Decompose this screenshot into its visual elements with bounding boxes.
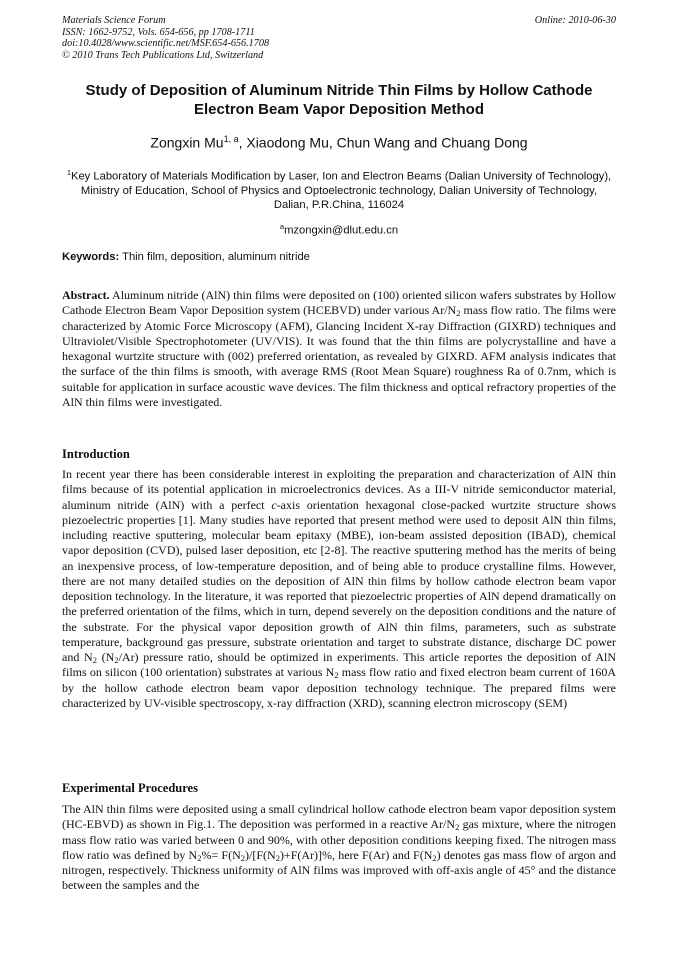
affiliation-text: Key Laboratory of Materials Modification by Laser, Ion and Electron Beams (Dalian University of Technology), Ministry of Education, School of Physics and Optoelectronic technology, Dalian University of Technology, Dalian, P.R.China, 116024 bbox=[71, 170, 612, 211]
abstract-label: Abstract. bbox=[62, 288, 110, 302]
author-1: Zongxin Mu bbox=[150, 134, 224, 151]
intro-text-3: (N bbox=[96, 650, 115, 664]
email-mark: a bbox=[279, 222, 285, 231]
keywords-text: Thin film, deposition, aluminum nitride bbox=[122, 251, 310, 263]
keywords-label: Keywords: bbox=[62, 251, 120, 263]
exp-text-6: ) denotes gas mass flow of argon and nitrogen, respectively. Thickness uniformity of AlN films was improved with off-axis angle of 45° and the distance between the samples and the bbox=[62, 847, 617, 893]
subscript: 2 bbox=[92, 655, 97, 665]
doi-line: doi:10.4028/www.scientific.net/MSF.654-656.1708 bbox=[62, 38, 270, 50]
exp-text-1: The AlN thin films were deposited using a small cylindrical hollow cathode electron beam vapor deposition system (HC-EBVD) as shown in Fig.1. The deposition was performed in a reactive Ar/N bbox=[62, 802, 616, 832]
corresponding-email bbox=[62, 220, 616, 238]
exp-text-3: %= F(N bbox=[201, 847, 241, 862]
subscript: 2 bbox=[114, 655, 119, 665]
exp-text-2: gas mixture, where the nitrogen mass flow ratio was varied between 0 and 90%, with other deposition conditions keeping fixed. The nitrogen mass flow ratio was defined by N bbox=[62, 817, 616, 862]
affiliation-mark: 1 bbox=[66, 168, 71, 177]
experimental-paragraph bbox=[62, 802, 616, 894]
abstract-text-2: mass flow ratio. The films were characterized by Atomic Force Microscopy (AFM), Glancing Incident X-ray Diffraction (GIXRD) techniques and Ultraviolet/Visible Spectrophotometer (UV/VIS). It was found that the thin films are polycrystalline and have a hexagonal wurtzite structure with (002) preferred orientation, as revealed by GIXRD. AFM analysis indicates that the surface of the thin films is smooth, with average RMS (Root Mean Square) roughness Ra of 0.7nm, which is suitable for application in surface acoustic wave devices. The film thickness and optical refractory properties of the AlN thin films were investigated. bbox=[62, 303, 616, 409]
introduction-paragraph bbox=[62, 467, 616, 711]
subscript: 2 bbox=[456, 308, 461, 319]
other-authors: , Xiaodong Mu, Chun Wang and Chuang Dong bbox=[238, 134, 528, 151]
exp-text-4: )/[F(N bbox=[245, 847, 276, 862]
intro-text-1: In recent year there has been considerable interest in exploiting the preparation and characterization of AlN thin films because of its potential application in microelectronics devices. As a III-V nitride semiconductor material, aluminum nitride (AlN) with a perfect bbox=[62, 467, 616, 512]
keywords bbox=[62, 250, 616, 264]
title-line-2: Electron Beam Vapor Deposition Method bbox=[193, 100, 485, 118]
journal-header bbox=[62, 15, 269, 61]
intro-text-2: -axis orientation hexagonal close-packed wurtzite structure shows piezoelectric properties [1]. Many studies have reported that present method were used to deposit AlN thin films, including reactive sputtering, molecular beam epitaxy (MBE), ion-beam assisted deposition (IBAD), chemical vapor deposition (CVD), pulsed laser deposition, etc [2-8]. The reactive sputtering method has the merits of being an inexpensive process, of low-temperature deposition, and of being able to produce crystalline films. However, there are not many detailed studies on the deposition of AlN thin films by hollow cathode electron beam vapor deposition technology. In the literature, it was reported that piezoelectric properties of AlN depend dramatically on the preferred orientation of the films, which in turn, depend severely on the deposition conditions and the nature of the substrate. For the physical vapor deposition growth of AlN thin films, parameters, such as substrate temperature, background gas pressure, substrate orientation and target to substrate distance, discharge DC power and N bbox=[62, 497, 616, 664]
subscript: 2 bbox=[455, 822, 460, 833]
experimental-heading: Experimental Procedures bbox=[62, 781, 198, 795]
intro-text-4: /Ar) pressure ratio, should be optimized in experiments. This article reportes the deposition of AlN films on silicon (100 orientation) substrates at various N bbox=[62, 650, 616, 680]
paper-title bbox=[62, 82, 616, 119]
affiliation bbox=[62, 166, 616, 212]
journal-name: Materials Science Forum bbox=[62, 15, 166, 26]
abstract bbox=[62, 288, 616, 410]
intro-c-axis-italic: c bbox=[271, 497, 277, 512]
abstract-text-1: Aluminum nitride (AlN) thin films were deposited on (100) oriented silicon wafers substrates by Hollow Cathode Electron Beam Vapor Deposition system (HCEBVD) under various Ar/N bbox=[62, 288, 616, 318]
introduction-heading: Introduction bbox=[62, 447, 130, 461]
author-1-affiliation-mark: 1, a bbox=[223, 134, 239, 144]
intro-text-5: mass flow ratio and fixed electron beam current of 160A by the hollow cathode electron beam vapor deposition technology technique. The prepared films were characterized by UV-visible spectroscopy, x-ray diffraction (XRD), scanning electron microscopy (SEM) bbox=[62, 665, 616, 710]
copyright-line: © 2010 Trans Tech Publications Ltd, Switzerland bbox=[62, 49, 264, 61]
exp-text-5: )+F(Ar)]%, here F(Ar) and F(N bbox=[279, 847, 433, 862]
subscript: 2 bbox=[334, 670, 339, 681]
subscript: 2 bbox=[197, 852, 202, 863]
issn-line: ISSN: 1662-9752, Vols. 654-656, pp 1708-1711 bbox=[62, 26, 255, 38]
subscript: 2 bbox=[240, 852, 246, 863]
online-date: Online: 2010-06-30 bbox=[534, 15, 616, 26]
subscript: 2 bbox=[432, 852, 437, 863]
email-address: mzongxin@dlut.edu.cn bbox=[284, 224, 399, 237]
subscript: 2 bbox=[275, 852, 280, 863]
title-line-1: Study of Deposition of Aluminum Nitride Thin Films by Hollow Cathode bbox=[85, 82, 593, 99]
author-list bbox=[62, 130, 616, 152]
